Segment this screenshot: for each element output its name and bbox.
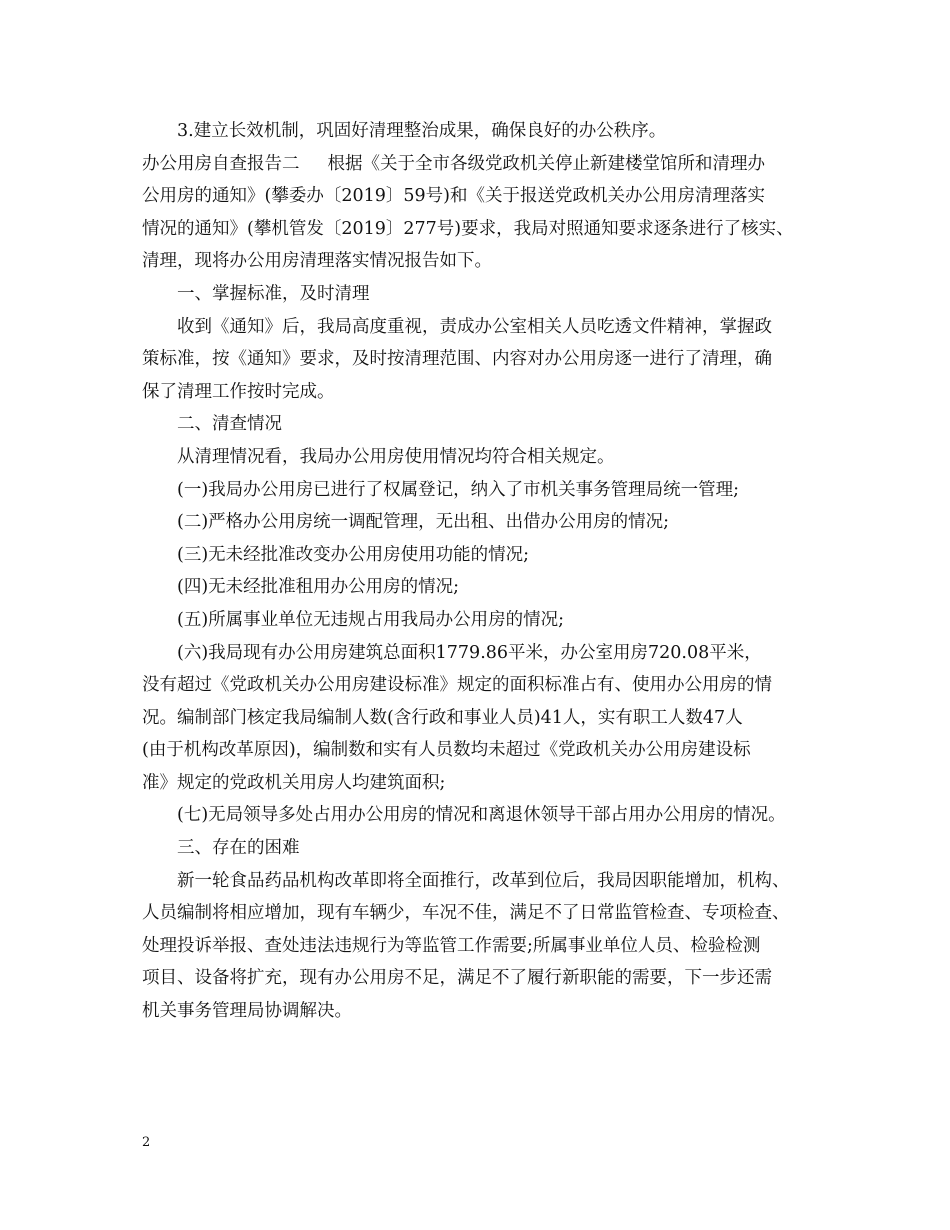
paragraph-line: 情况的通知》(攀机管发〔2019〕277号)要求，我局对照通知要求逐条进行了核实、 (142, 218, 794, 239)
report-title-line (142, 148, 822, 181)
page-number: 2 (142, 1135, 151, 1150)
paragraph-text: 根据《关于全市各级党政机关停止新建楼堂馆所和清理办 (327, 153, 765, 174)
list-item: (四)无未经批准租用办公用房的情况; (177, 577, 460, 598)
paragraph-line: 没有超过《党政机关办公用房建设标准》规定的面积标准占有、使用办公用房的情 (142, 675, 772, 696)
list-item: (二)严格办公用房统一调配管理，无出租、出借办公用房的情况; (177, 512, 670, 533)
list-item: (一)我局办公用房已进行了权属登记，纳入了市机关事务管理局统一管理; (177, 479, 740, 500)
list-item: (五)所属事业单位无违规占用我局办公用房的情况; (177, 609, 565, 630)
paragraph-line: 准》规定的党政机关用房人均建筑面积; (142, 772, 446, 793)
paragraph-line: 清理，现将办公用房清理落实情况报告如下。 (142, 251, 492, 272)
paragraph-line: 从清理情况看，我局办公用房使用情况均符合相关规定。 (177, 446, 615, 467)
section-heading: 三、存在的困难 (177, 838, 300, 859)
paragraph-line: 机关事务管理局协调解决。 (142, 1001, 352, 1022)
section-heading: 二、清查情况 (177, 414, 282, 435)
paragraph-line: 项目、设备将扩充，现有办公用房不足，满足不了履行新职能的需要，下一步还需 (142, 968, 772, 989)
paragraph-line: 保了清理工作按时完成。 (142, 381, 335, 402)
paragraph-line: 策标准，按《通知》要求，及时按清理范围、内容对办公用房逐一进行了清理，确 (142, 349, 772, 370)
list-item: (七)无局领导多处占用办公用房的情况和离退休领导干部占用办公用房的情况。 (177, 805, 786, 826)
paragraph-line: 公用房的通知》(攀委办〔2019〕59号)和《关于报送党政机关办公用房清理落实 (142, 186, 765, 207)
section-heading: 一、掌握标准，及时清理 (177, 283, 370, 304)
list-item: (六)我局现有办公用房建筑总面积1779.86平米，办公室用房720.08平米， (177, 642, 762, 663)
paragraph-line: 况。编制部门核定我局编制人数(含行政和事业人员)41人，实有职工人数47人 (142, 707, 743, 728)
document-body (142, 115, 822, 1028)
paragraph-line: 人员编制将相应增加，现有车辆少，车况不佳，满足不了日常监管检查、专项检查、 (142, 903, 790, 924)
list-item: (三)无未经批准改变办公用房使用功能的情况; (177, 544, 530, 565)
paragraph-line: 新一轮食品药品机构改革即将全面推行，改革到位后，我局因职能增加，机构、 (177, 870, 790, 891)
paragraph-line: 收到《通知》后，我局高度重视，责成办公室相关人员吃透文件精神，掌握政 (177, 316, 772, 337)
paragraph-line: 3.建立长效机制，巩固好清理整治成果，确保良好的办公秩序。 (177, 121, 667, 141)
report-title: 办公用房自查报告二 (142, 153, 300, 174)
paragraph-line: 处理投诉举报、查处违法违规行为等监管工作需要;所属事业单位人员、检验检测 (142, 935, 761, 956)
paragraph-line: (由于机构改革原因)，编制数和实有人员数均未超过《党政机关办公用房建设标 (142, 740, 751, 761)
